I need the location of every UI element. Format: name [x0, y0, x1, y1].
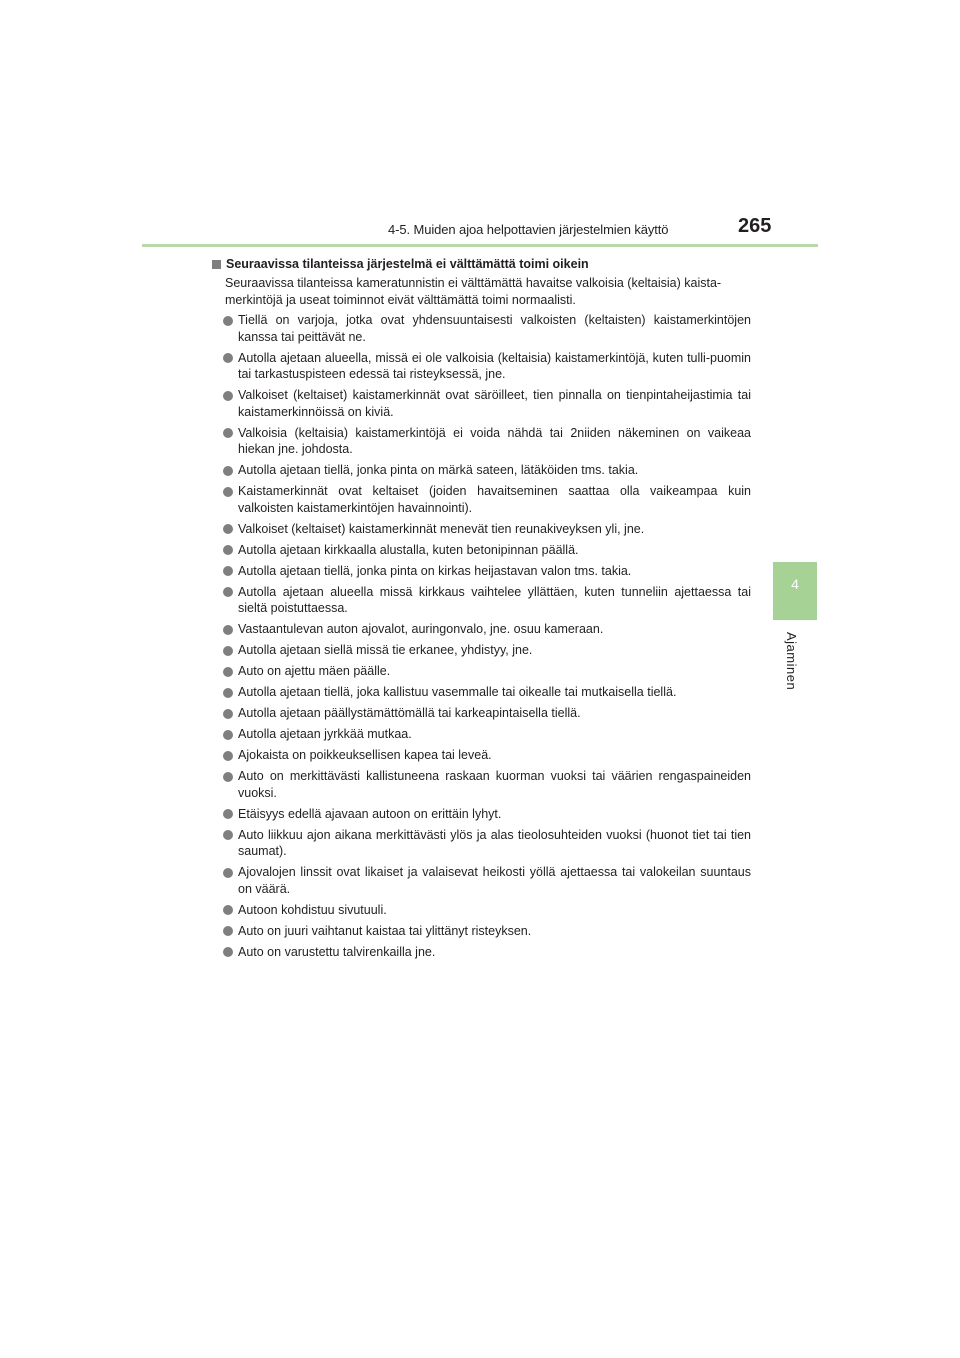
- list-item-text: Valkoiset (keltaiset) kaistamerkinnät menevät tien reunakiveyksen yli, jne.: [238, 521, 645, 536]
- list-item-text: Ajovalojen linssit ovat likaiset ja valaisevat heikosti yöllä ajettaessa tai valokeilan suuntaus on väärä.: [238, 865, 751, 896]
- gray-circle-icon: [223, 428, 233, 438]
- gray-circle-icon: [223, 905, 233, 915]
- list-item-text: Autolla ajetaan päällystämättömällä tai karkeapintaisella tiellä.: [238, 706, 581, 720]
- list-item: [223, 768, 751, 801]
- list-item-text: Auto on juuri vaihtanut kaistaa tai ylittänyt risteyksen.: [238, 923, 532, 938]
- list-item: [223, 663, 751, 680]
- gray-circle-icon: [223, 868, 233, 878]
- list-item-text: Autolla ajetaan tiellä, joka kallistuu vasemmalle tai oikealle tai mutkaisella tiellä.: [238, 685, 677, 699]
- list-item: [223, 726, 751, 743]
- list-item-text: Autoon kohdistuu sivutuuli.: [238, 902, 387, 917]
- gray-circle-icon: [223, 947, 233, 957]
- main-content: [211, 256, 751, 965]
- list-item-text: Ajokaista on poikkeuksellisen kapea tai leveä.: [238, 748, 492, 762]
- list-item: [223, 462, 751, 479]
- section-heading-text: Seuraavissa tilanteissa järjestelmä ei välttämättä toimi oikein: [226, 257, 589, 271]
- list-item: [223, 563, 751, 580]
- gray-circle-icon: [223, 524, 233, 534]
- gray-circle-icon: [223, 625, 233, 635]
- list-item: [223, 483, 751, 516]
- gray-circle-icon: [223, 926, 233, 936]
- list-item-text: Auto liikkuu ajon aikana merkittävästi ylös ja alas tieolosuhteiden vuoksi (huonot tiet tai tien saumat).: [238, 827, 751, 858]
- gray-circle-icon: [223, 751, 233, 761]
- list-item-text: Etäisyys edellä ajavaan autoon on erittäin lyhyt.: [238, 806, 502, 821]
- section-intro: Seuraavissa tilanteissa kameratunnistin ei välttämättä havaitse valkoisia (keltaisia) kaista-merkintöjä ja useat toiminnot eivät välttämättä toimi normaalisti.: [225, 276, 722, 307]
- gray-circle-icon: [223, 830, 233, 840]
- gray-circle-icon: [223, 353, 233, 363]
- list-item: [223, 684, 751, 701]
- list-item-text: Tiellä on varjoja, jotka ovat yhdensuuntaisesti valkoisten (keltaisten) kaistamerkintöjen kanssa tai peittävät ne.: [238, 313, 751, 344]
- gray-circle-icon: [223, 566, 233, 576]
- list-item-text: Autolla ajetaan siellä missä tie erkanee, yhdistyy, jne.: [238, 643, 533, 657]
- list-item: [223, 864, 751, 897]
- gray-circle-icon: [223, 587, 233, 597]
- list-item-text: Autolla ajetaan kirkkaalla alustalla, kuten betonipinnan päällä.: [238, 542, 579, 557]
- list-item: [223, 387, 751, 420]
- gray-circle-icon: [223, 709, 233, 719]
- list-item: [223, 642, 751, 659]
- list-item: [223, 902, 751, 919]
- list-item-text: Autolla ajetaan jyrkkää mutkaa.: [238, 727, 412, 741]
- list-item-text: Autolla ajetaan alueella missä kirkkaus vaihtelee yllättäen, kuten tunneliin ajettaessa tai sieltä poistuttaessa.: [238, 584, 751, 615]
- list-item-text: Valkoisia (keltaisia) kaistamerkintöjä ei voida nähdä tai 2niiden näkeminen on vaikeaa hiekan jne. johdosta.: [238, 425, 751, 456]
- list-item: [223, 521, 751, 538]
- list-item-text: Autolla ajetaan alueella, missä ei ole valkoisia (keltaisia) kaistamerkintöjä, kuten tulli-puomin tai tarkastuspisteen edessä tai risteyksessä, jne.: [238, 350, 751, 381]
- list-item-text: Kaistamerkinnät ovat keltaiset (joiden havaitseminen saattaa olla vaikeampaa kuin valkoisten kaistamerkintöjen havainnointi).: [238, 484, 751, 515]
- gray-circle-icon: [223, 487, 233, 497]
- list-item: [223, 747, 751, 764]
- gray-circle-icon: [223, 391, 233, 401]
- page-number: 265: [738, 215, 772, 237]
- gray-circle-icon: [223, 809, 233, 819]
- list-item: [223, 827, 751, 860]
- list-item-text: Valkoiset (keltaiset) kaistamerkinnät ovat säröilleet, tien pinnalla on tienpintaheijastimia tai kaistamerkinnöissä on kiviä.: [238, 388, 751, 419]
- list-item-text: Autolla ajetaan tiellä, jonka pinta on märkä sateen, lätäköiden tms. takia.: [238, 463, 639, 477]
- list-item-text: Autolla ajetaan tiellä, jonka pinta on kirkas heijastavan valon tms. takia.: [238, 563, 632, 578]
- list-item-text: Auto on varustettu talvirenkailla jne.: [238, 944, 436, 959]
- gray-circle-icon: [223, 316, 233, 326]
- gray-circle-icon: [223, 688, 233, 698]
- list-item: [223, 621, 751, 638]
- gray-circle-icon: [223, 466, 233, 476]
- list-item-text: Auto on merkittävästi kallistuneena raskaan kuorman vuoksi tai väärien rengaspaineiden vuoksi.: [238, 769, 751, 800]
- list-item: [223, 944, 751, 961]
- gray-circle-icon: [223, 545, 233, 555]
- gray-circle-icon: [223, 667, 233, 677]
- header-divider: [142, 244, 818, 247]
- gray-circle-icon: [223, 772, 233, 782]
- list-item: [223, 923, 751, 940]
- chapter-title: 4-5. Muiden ajoa helpottavien järjestelmien käyttö: [388, 222, 669, 237]
- condition-list: [211, 312, 751, 960]
- list-item: [223, 425, 751, 458]
- list-item: [223, 705, 751, 722]
- section-heading: [211, 256, 751, 273]
- gray-circle-icon: [223, 646, 233, 656]
- list-item: [223, 584, 751, 617]
- list-item: [223, 312, 751, 345]
- gray-square-icon: [212, 260, 221, 269]
- chapter-side-label: Ajaminen: [784, 632, 799, 691]
- list-item-text: Auto on ajettu mäen päälle.: [238, 664, 391, 678]
- list-item: [223, 806, 751, 823]
- list-item: [223, 350, 751, 383]
- list-item: [223, 542, 751, 559]
- chapter-tab-number: 4: [791, 576, 799, 592]
- gray-circle-icon: [223, 730, 233, 740]
- list-item-text: Vastaantulevan auton ajovalot, auringonvalo, jne. osuu kameraan.: [238, 622, 604, 636]
